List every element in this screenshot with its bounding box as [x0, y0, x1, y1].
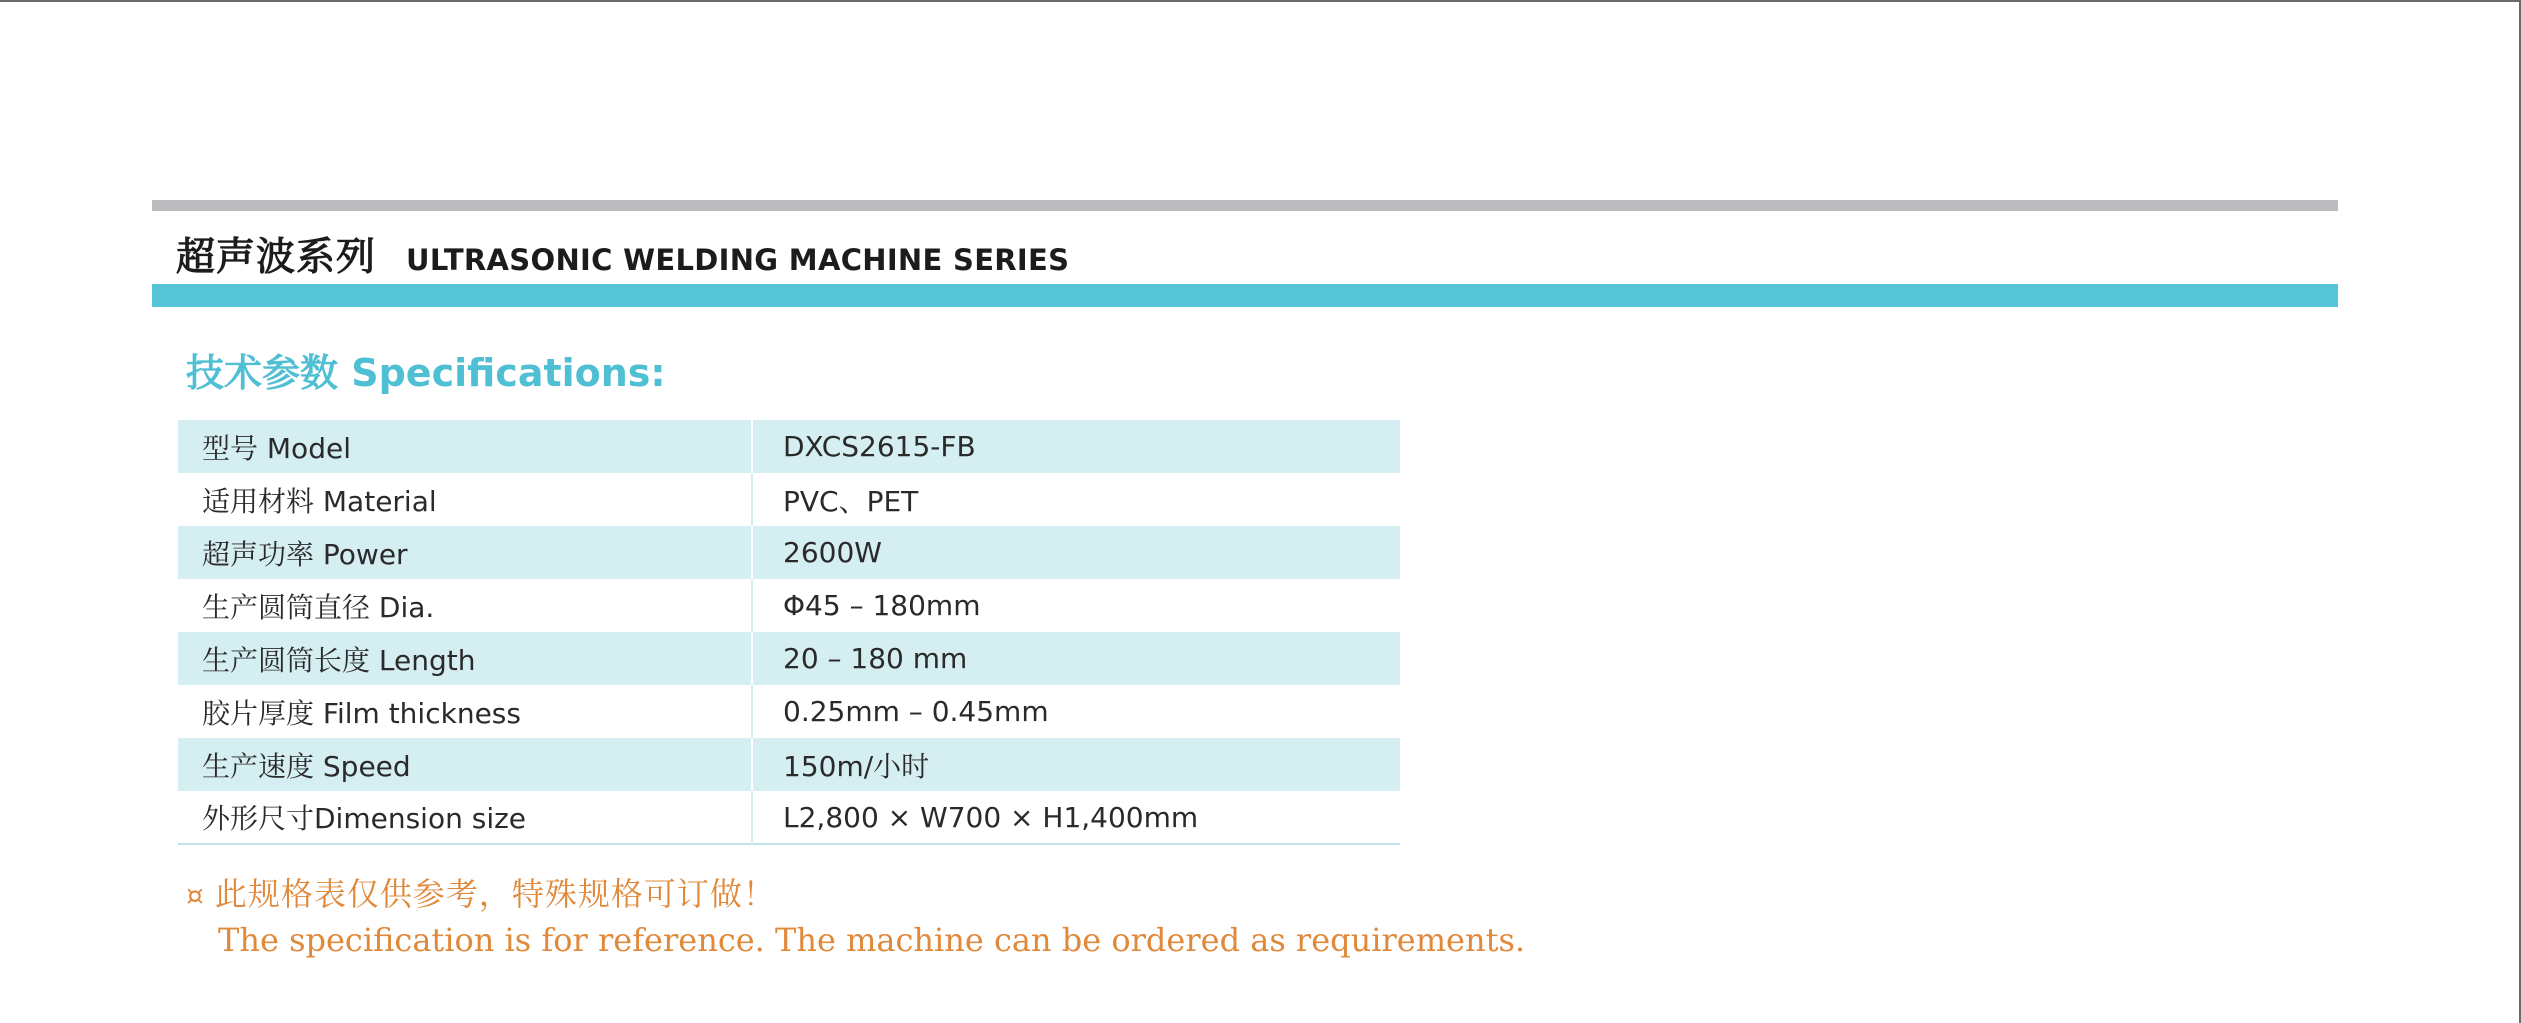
note-bullet-icon: ¤ — [186, 879, 205, 912]
table-row — [178, 791, 1400, 844]
spec-value: L2,800 × W700 × H1,400mm — [783, 800, 1199, 834]
spec-value: PVC、PET — [783, 484, 919, 518]
spec-label: 外形尺寸Dimension size — [178, 791, 752, 844]
specifications-title: 技术参数 Specifications: — [186, 351, 666, 395]
note-line-cn — [186, 872, 1525, 918]
spec-label: 生产圆筒直径 Dia. — [178, 579, 752, 632]
accent-band — [152, 284, 2338, 307]
table-row — [178, 473, 1400, 526]
series-title-en: ULTRASONIC WELDING MACHINE SERIES — [406, 243, 1070, 277]
series-header — [176, 226, 1069, 280]
spec-label: 超声功率 Power — [178, 526, 752, 579]
table-row — [178, 632, 1400, 685]
spec-label: 适用材料 Material — [178, 473, 752, 526]
series-title-cn: 超声波系列 — [176, 235, 377, 280]
spec-label: 型号 Model — [178, 420, 752, 473]
reference-note — [186, 872, 1525, 962]
spec-label: 生产圆筒长度 Length — [178, 632, 752, 685]
note-text-en: The specification is for reference. The machine can be ordered as requirements. — [218, 921, 1526, 959]
spec-value: 150m/小时 — [752, 738, 1400, 791]
spec-label: 胶片厚度 Film thickness — [178, 685, 752, 738]
table-row — [178, 420, 1400, 473]
table-row — [178, 526, 1400, 579]
spec-value: 20 – 180 mm — [752, 632, 1400, 685]
note-text-cn: 此规格表仅供参考，特殊规格可订做！ — [214, 875, 776, 913]
table-row — [178, 579, 1400, 632]
spec-label: 生产速度 Speed — [178, 738, 752, 791]
spec-value: Φ45 – 180mm — [783, 589, 981, 622]
spec-value: 2600W — [752, 526, 1400, 579]
spec-value: DXCS2615-FB — [752, 420, 1400, 473]
table-row — [178, 738, 1400, 791]
top-gray-rule — [152, 200, 2338, 211]
specifications-table — [178, 420, 1400, 845]
spec-value: 0.25mm – 0.45mm — [783, 695, 1049, 728]
table-row — [178, 685, 1400, 738]
